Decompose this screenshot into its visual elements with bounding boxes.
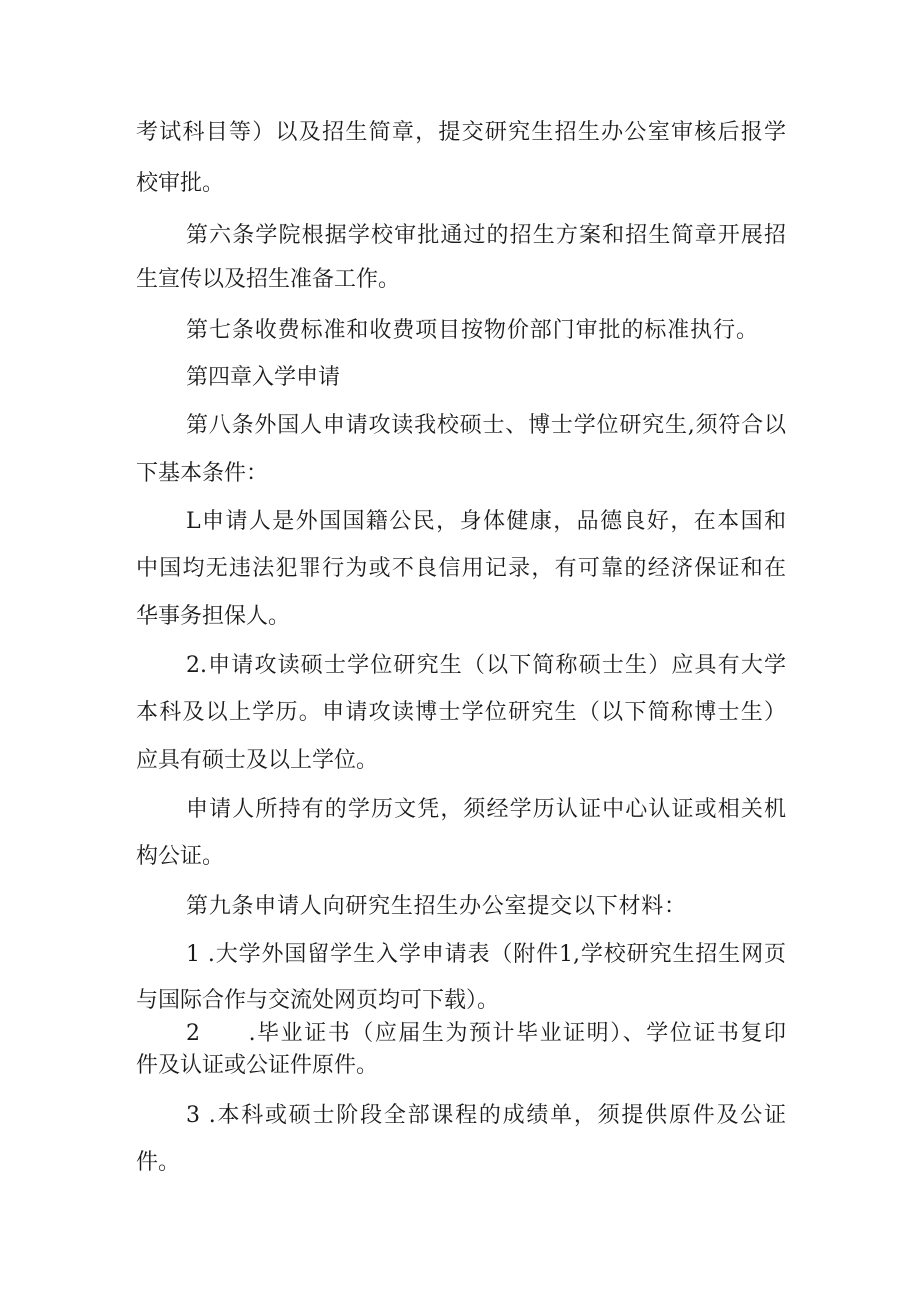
paragraph-line: 1 .大学外国留学生入学申请表（附件1,学校研究生招生网页 bbox=[186, 942, 786, 967]
paragraph-line: 生宣传以及招生准备工作。 bbox=[136, 267, 401, 292]
paragraph-line: 考试科目等）以及招生简章，提交研究生招生办公室审核后报学 bbox=[136, 120, 786, 145]
paragraph-line: 中国均无违法犯罪行为或不良信用记录，有可靠的经济保证和在 bbox=[136, 556, 786, 581]
paragraph-line: 华事务担保人。 bbox=[136, 604, 291, 629]
paragraph-line: 3 .本科或硕士阶段全部课程的成绩单，须提供原件及公证 bbox=[186, 1103, 786, 1128]
paragraph-line: 校审批。 bbox=[136, 171, 225, 196]
paragraph-line: 2.申请攻读硕士学位研究生（以下简称硕士生）应具有大学 bbox=[186, 653, 786, 678]
paragraph-line: 件及认证或公证件原件。 bbox=[136, 1053, 379, 1078]
paragraph-line: 与国际合作与交流处网页均可下载）。 bbox=[136, 988, 500, 1013]
paragraph-line: 应具有硕士及以上学位。 bbox=[136, 748, 379, 773]
paragraph-line: 本科及以上学历。申请攻读博士学位研究生（以下简称博士生） bbox=[136, 700, 786, 725]
paragraph-line: L申请人是外国国籍公民，身体健康，品德良好，在本国和 bbox=[186, 509, 786, 534]
paragraph-line: 2 .毕业证书（应届生为预计毕业证明）、学位证书复印 bbox=[186, 1021, 786, 1046]
paragraph-line: 件。 bbox=[136, 1150, 181, 1175]
section-heading: 第四章入学申请 bbox=[186, 365, 341, 390]
paragraph-line: 第八条外国人申请攻读我校硕士、博士学位研究生,须符合以 bbox=[186, 413, 786, 438]
paragraph-line: 下基本条件： bbox=[136, 461, 269, 486]
paragraph-line: 构公证。 bbox=[136, 844, 225, 869]
paragraph-line: 第六条学院根据学校审批通过的招生方案和招生简章开展招 bbox=[186, 223, 786, 248]
paragraph-line: 第七条收费标准和收费项目按物价部门审批的标准执行。 bbox=[186, 318, 758, 343]
paragraph-line: 第九条申请人向研究生招生办公室提交以下材料： bbox=[186, 894, 686, 919]
paragraph-line: 申请人所持有的学历文凭，须经学历认证中心认证或相关机 bbox=[186, 797, 786, 822]
